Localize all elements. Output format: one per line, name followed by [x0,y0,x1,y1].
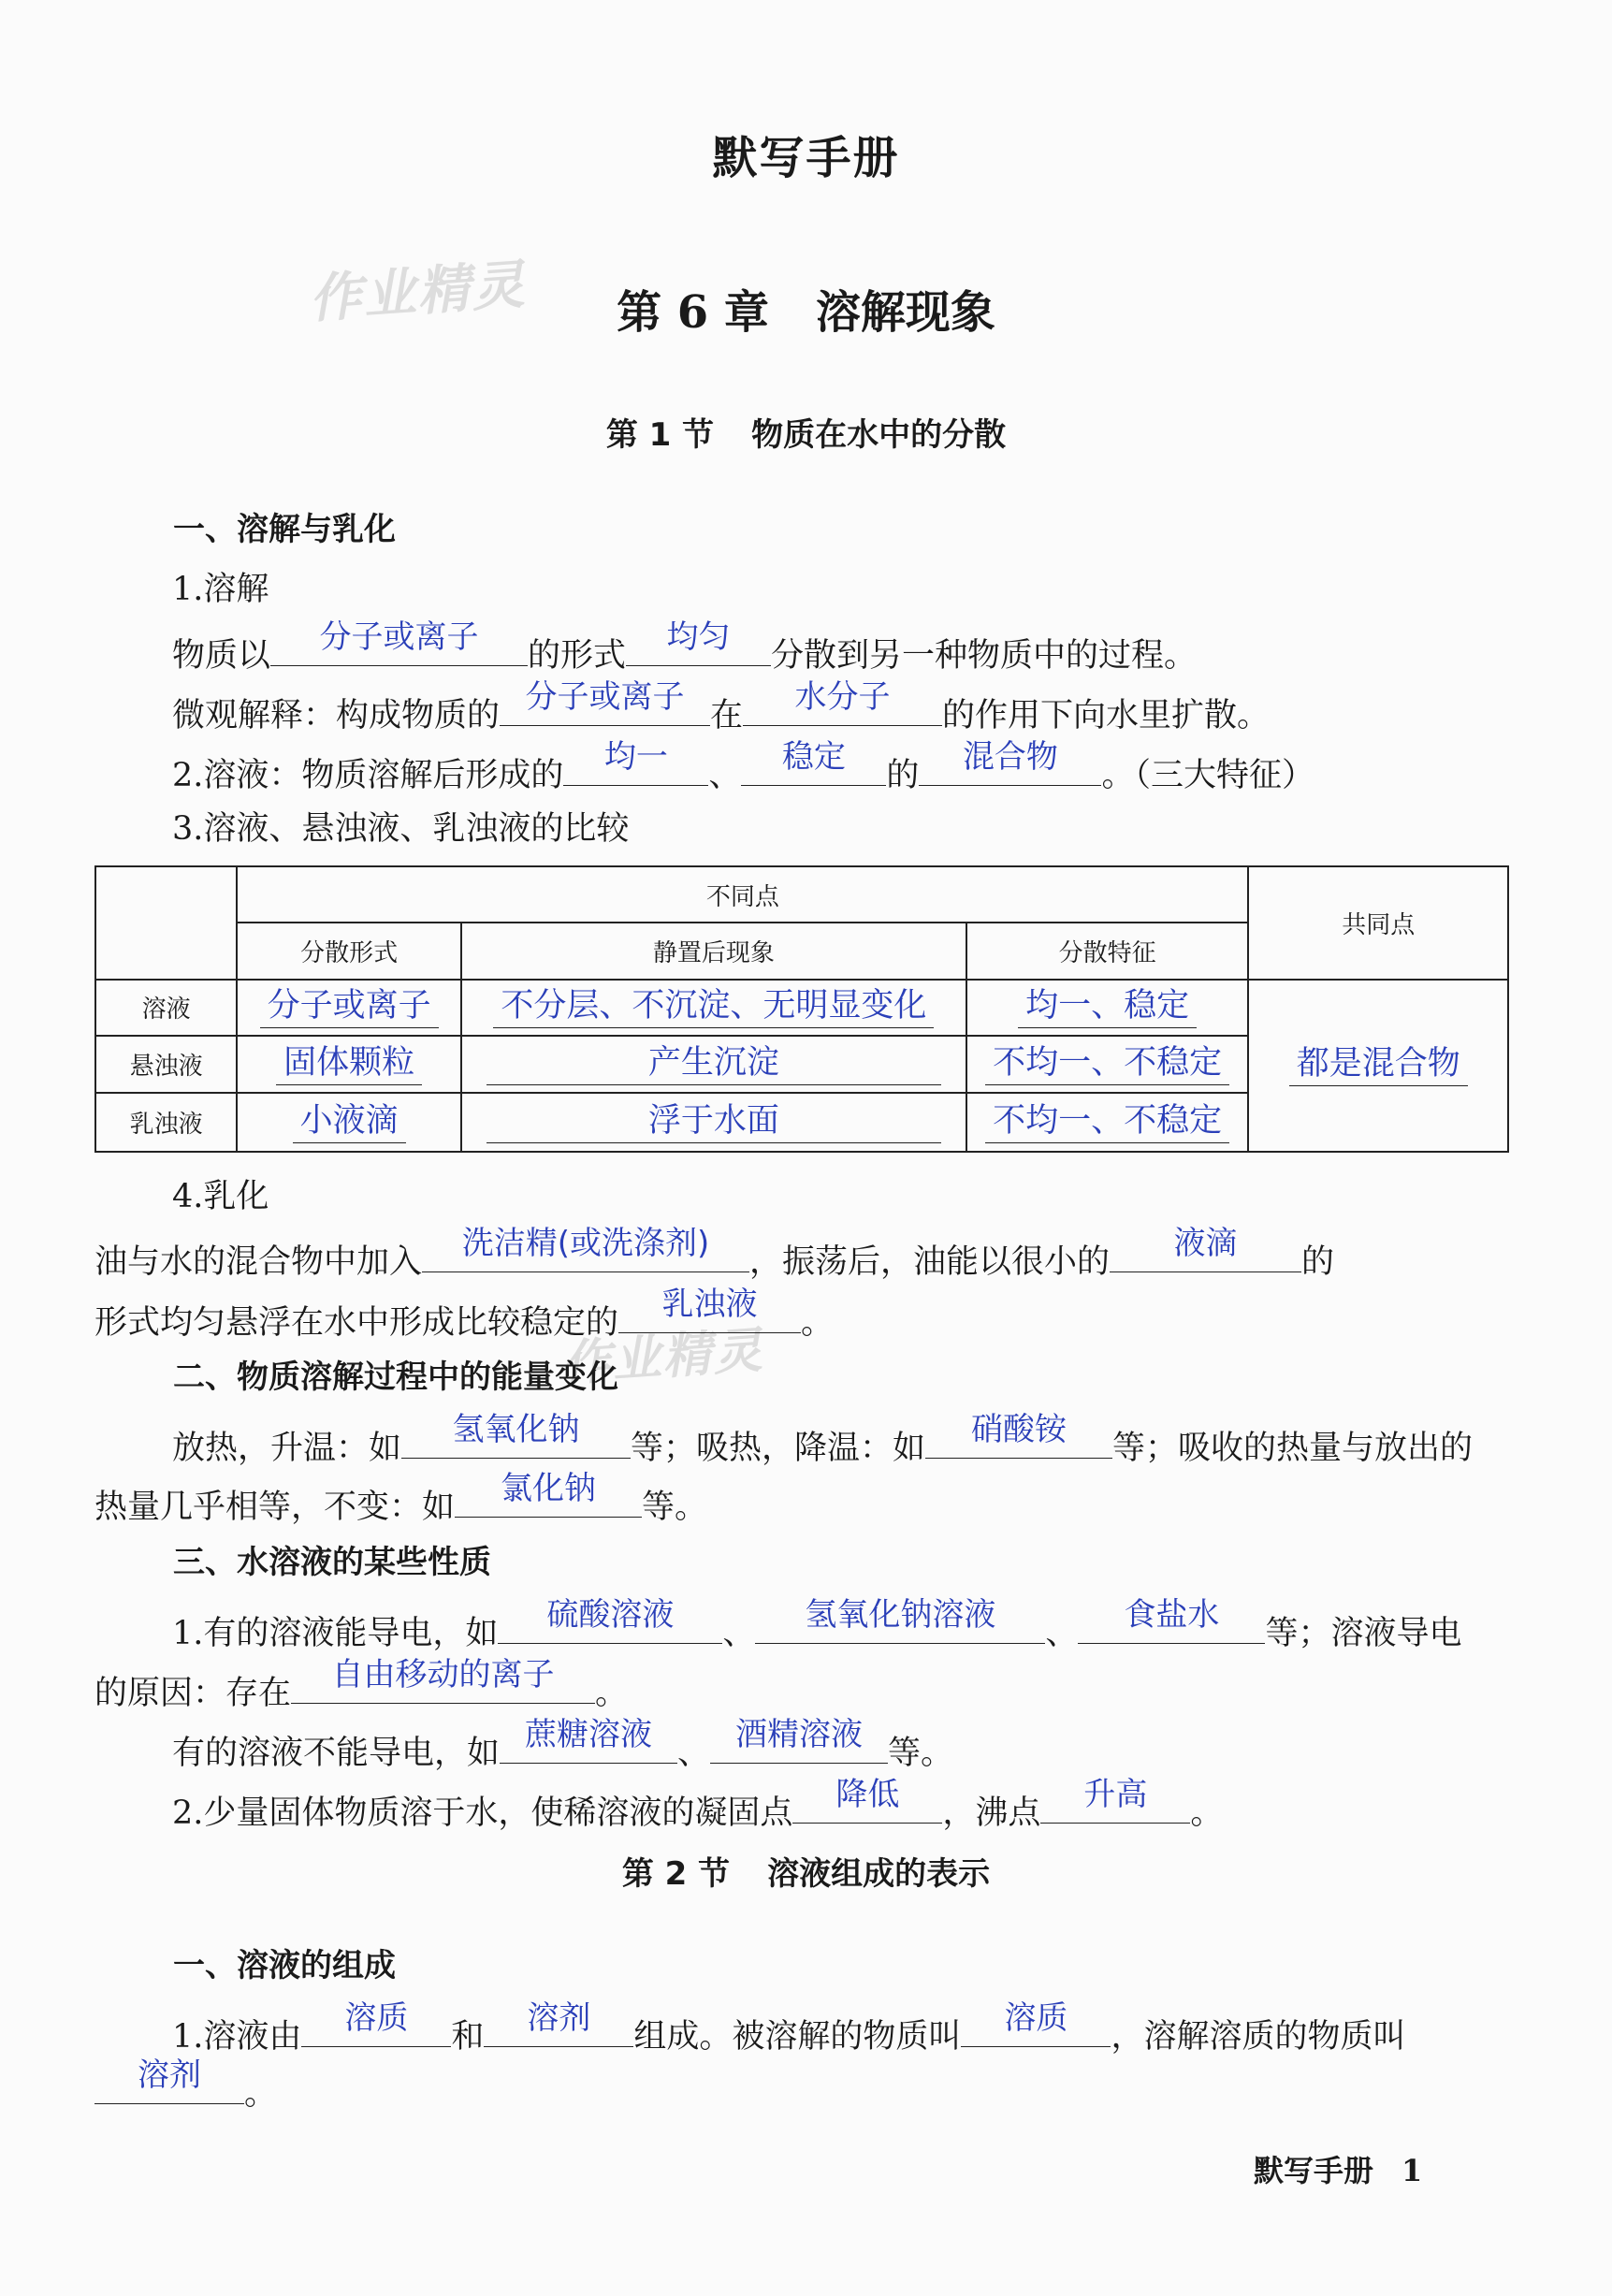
text-line: 物质以 分子或离子 的形式 均匀 分散到另一种物质中的过程。 [172,618,1198,675]
answer-blank[interactable]: 升高 [1040,1780,1190,1824]
text-line: 微观解释：构成物质的 分子或离子 在 水分子 的作用下向水里扩散。 [172,678,1271,734]
answer-blank[interactable]: 均一 [563,742,708,786]
text-line: 2.溶液：物质溶解后形成的 均一 、 稳定 的 混合物 。（三大特征） [172,738,1314,794]
footer-label: 默写手册 [1254,2153,1374,2188]
answer-blank[interactable]: 降低 [792,1780,942,1824]
answer-blank[interactable]: 溶质 [301,2003,451,2047]
heading: 三、水溶液的某些性质 [173,1544,491,1581]
text-line: 油与水的混合物中加入 洗洁精(或洗涤剂) ，振荡后，油能以很小的 液滴 的 [94,1225,1335,1281]
section-name: 物质在水中的分散 [751,416,1007,454]
page-number: 1 [1401,2153,1423,2188]
text-line: 的原因：存在 自由移动的离子 。 [94,1656,629,1712]
answer-blank[interactable]: 分子或离子 [500,682,710,726]
answer-blank[interactable]: 氢氧化钠 [401,1415,631,1459]
answer-blank[interactable]: 食盐水 [1078,1600,1265,1644]
column-header: 静置后现象 [461,923,966,979]
section-title [0,409,1612,455]
section-name: 溶液组成的表示 [767,1855,991,1893]
row-header: 乳浊液 [95,1093,237,1152]
page-footer [1254,2147,1422,2190]
page-title: 默写手册 [712,132,900,184]
heading: 二、物质溶解过程中的能量变化 [173,1359,618,1396]
answer-blank[interactable]: 不均一、不稳定 [985,1043,1229,1085]
answer-blank[interactable]: 氯化钠 [455,1474,642,1518]
text-line: 1.溶液由 溶质 和 溶剂 组成。被溶解的物质叫 溶质 ，溶解溶质的物质叫 [172,1999,1406,2056]
watermark: 作业精灵 [307,254,529,331]
chapter-title [0,276,1612,341]
chapter-name: 溶解现象 [815,286,995,339]
table-row [95,980,1508,1036]
answer-blank[interactable]: 氢氧化钠溶液 [755,1600,1045,1644]
answer-blank[interactable]: 产生沉淀 [487,1043,941,1085]
column-header: 分散特征 [966,923,1249,979]
comparison-table [94,865,1509,1153]
table-corner [95,866,237,980]
answer-blank[interactable]: 溶剂 [484,2003,633,2047]
answer-blank[interactable]: 硝酸铵 [925,1415,1112,1459]
section-title [0,1848,1612,1894]
section-number: 第 1 节 [605,416,715,454]
row-header: 悬浊液 [95,1036,237,1092]
subheading: 1.溶解 [172,571,269,608]
table-header: 不同点 [237,866,1248,923]
heading: 一、溶液的组成 [173,1947,396,1984]
answer-blank[interactable]: 分子或离子 [270,622,528,666]
answer-blank[interactable]: 乳浊液 [618,1289,801,1333]
watermark: 作业精灵 [559,1322,766,1393]
answer-blank[interactable]: 不分层、不沉淀、无明显变化 [493,986,934,1028]
chapter-number: 第 6 章 [617,286,769,339]
answer-blank[interactable]: 溶剂 [94,2060,244,2104]
answer-blank[interactable]: 液滴 [1110,1228,1301,1272]
answer-blank[interactable]: 混合物 [919,742,1101,786]
text-line: 2.少量固体物质溶于水，使稀溶液的凝固点 降低 ，沸点 升高 。 [172,1776,1224,1832]
row-header: 溶液 [95,980,237,1036]
text-line: 溶剂 。 [94,2060,277,2116]
text-line: 热量几乎相等，不变：如 氯化钠 等。 [94,1470,708,1526]
answer-blank[interactable]: 小液滴 [293,1101,406,1143]
answer-blank[interactable]: 都是混合物 [1289,1044,1468,1086]
answer-blank[interactable]: 自由移动的离子 [291,1660,595,1704]
answer-blank[interactable]: 酒精溶液 [710,1720,888,1764]
answer-blank[interactable]: 溶质 [961,2003,1111,2047]
column-header: 分散形式 [237,923,461,979]
answer-blank[interactable]: 分子或离子 [260,986,439,1028]
section-number: 第 2 节 [621,1855,731,1893]
subheading: 4.乳化 [172,1178,269,1215]
text-line: 有的溶液不能导电，如 蔗糖溶液 、 酒精溶液 等。 [172,1716,954,1772]
answer-blank[interactable]: 洗洁精(或洗涤剂) [422,1228,749,1272]
table-header: 共同点 [1248,866,1508,980]
answer-blank[interactable]: 固体颗粒 [276,1043,422,1085]
answer-blank[interactable]: 均一、稳定 [1018,986,1197,1028]
text-line: 放热，升温：如 氢氧化钠 等；吸热，降温：如 硝酸铵 等；吸收的热量与放出的 [172,1411,1474,1467]
subheading: 3.溶液、悬浊液、乳浊液的比较 [172,810,630,848]
answer-blank[interactable]: 均匀 [626,622,771,666]
answer-blank[interactable]: 水分子 [743,682,942,726]
answer-blank[interactable]: 不均一、不稳定 [985,1101,1229,1143]
answer-blank[interactable]: 硫酸溶液 [498,1600,722,1644]
answer-blank[interactable]: 稳定 [741,742,886,786]
answer-blank[interactable]: 浮于水面 [487,1101,941,1143]
answer-blank[interactable]: 蔗糖溶液 [500,1720,677,1764]
heading: 一、溶解与乳化 [173,511,396,548]
text-line: 形式均匀悬浮在水中形成比较稳定的 乳浊液 。 [94,1286,835,1342]
text-line: 1.有的溶液能导电，如 硫酸溶液 、 氢氧化钠溶液 、 食盐水 等；溶液导电 [172,1596,1462,1652]
